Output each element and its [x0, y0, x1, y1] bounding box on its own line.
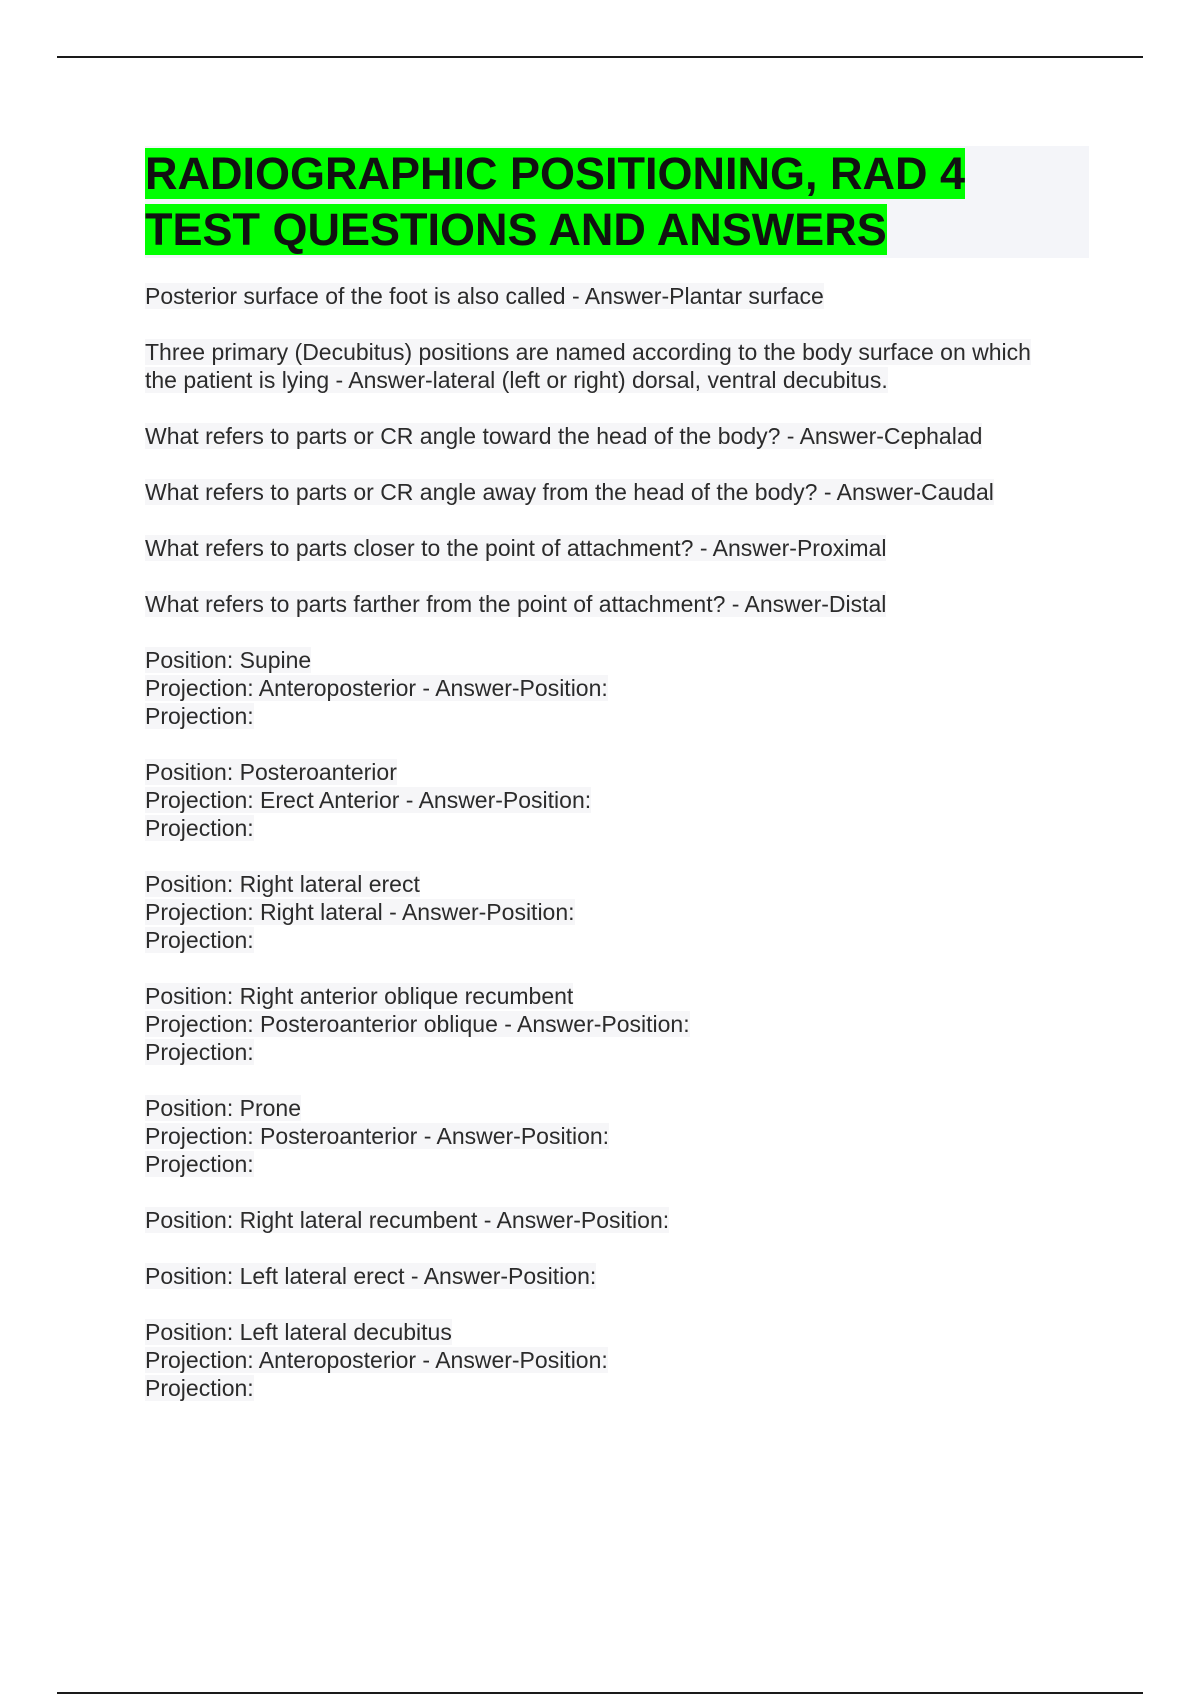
- qa-text: Projection:: [145, 1039, 254, 1065]
- qa-text: Position: Supine: [145, 647, 312, 673]
- qa-text: Projection: Anteroposterior - Answer-Position:: [145, 675, 608, 701]
- qa-line: [145, 1038, 1095, 1066]
- qa-item: [145, 758, 1095, 842]
- qa-line: [145, 1262, 1095, 1290]
- qa-text: Posterior surface of the foot is also called - Answer-Plantar surface: [145, 283, 824, 309]
- qa-line: [145, 982, 1095, 1010]
- qa-item: [145, 1262, 1095, 1290]
- qa-line: [145, 674, 1095, 702]
- qa-line: [145, 786, 1095, 814]
- qa-text: Position: Left lateral erect - Answer-Position:: [145, 1263, 597, 1289]
- qa-item: [145, 590, 1095, 618]
- qa-item: [145, 1318, 1095, 1402]
- qa-line: [145, 646, 1095, 674]
- bottom-rule: [57, 1692, 1143, 1694]
- qa-text: Position: Posteroanterior: [145, 759, 397, 785]
- qa-line: [145, 1318, 1095, 1346]
- qa-text: Projection:: [145, 927, 254, 953]
- qa-text: Position: Right anterior oblique recumbent: [145, 983, 574, 1009]
- qa-text: Projection: Anteroposterior - Answer-Position:: [145, 1347, 608, 1373]
- qa-line: [145, 422, 1095, 450]
- qa-text: Projection:: [145, 1151, 254, 1177]
- qa-line: [145, 534, 1095, 562]
- qa-text: Projection:: [145, 1375, 254, 1401]
- qa-item: [145, 1206, 1095, 1234]
- qa-text: Projection: Right lateral - Answer-Position:: [145, 899, 575, 925]
- qa-item: [145, 478, 1095, 506]
- qa-item: [145, 282, 1095, 310]
- qa-item: [145, 534, 1095, 562]
- qa-line: [145, 1206, 1095, 1234]
- qa-line: [145, 898, 1095, 926]
- qa-line: [145, 1346, 1095, 1374]
- qa-text: Projection:: [145, 703, 254, 729]
- qa-text: Projection: Erect Anterior - Answer-Position:: [145, 787, 592, 813]
- qa-line: [145, 338, 1095, 366]
- qa-list: [145, 282, 1095, 1430]
- qa-text: What refers to parts or CR angle toward the head of the body? - Answer-Cephalad: [145, 423, 983, 449]
- qa-line: [145, 814, 1095, 842]
- qa-text: Projection:: [145, 815, 254, 841]
- page-title: [145, 146, 1089, 258]
- qa-line: [145, 702, 1095, 730]
- qa-text: Projection: Posteroanterior - Answer-Position:: [145, 1123, 610, 1149]
- qa-line: [145, 282, 1095, 310]
- qa-line: [145, 758, 1095, 786]
- qa-line: [145, 926, 1095, 954]
- qa-text: Three primary (Decubitus) positions are named according to the body surface on which: [145, 339, 1031, 365]
- qa-item: [145, 338, 1095, 394]
- title-line-2: TEST QUESTIONS AND ANSWERS: [145, 204, 887, 255]
- qa-text: What refers to parts farther from the point of attachment? - Answer-Distal: [145, 591, 887, 617]
- title-block: [145, 146, 1089, 258]
- qa-text: What refers to parts closer to the point of attachment? - Answer-Proximal: [145, 535, 887, 561]
- qa-line: [145, 366, 1095, 394]
- qa-line: [145, 590, 1095, 618]
- qa-text: Position: Prone: [145, 1095, 301, 1121]
- qa-text: the patient is lying - Answer-lateral (left or right) dorsal, ventral decubitus.: [145, 367, 888, 393]
- qa-text: Projection: Posteroanterior oblique - Answer-Position:: [145, 1011, 690, 1037]
- qa-text: Position: Left lateral decubitus: [145, 1319, 452, 1345]
- qa-line: [145, 1094, 1095, 1122]
- qa-line: [145, 1374, 1095, 1402]
- qa-line: [145, 1122, 1095, 1150]
- qa-text: Position: Right lateral erect: [145, 871, 420, 897]
- qa-line: [145, 1150, 1095, 1178]
- qa-item: [145, 870, 1095, 954]
- qa-text: Position: Right lateral recumbent - Answer-Position:: [145, 1207, 670, 1233]
- qa-line: [145, 870, 1095, 898]
- qa-text: What refers to parts or CR angle away from the head of the body? - Answer-Caudal: [145, 479, 994, 505]
- title-line-1: RADIOGRAPHIC POSITIONING, RAD 4: [145, 148, 966, 199]
- qa-line: [145, 478, 1095, 506]
- qa-item: [145, 422, 1095, 450]
- top-rule: [57, 56, 1143, 58]
- qa-item: [145, 1094, 1095, 1178]
- qa-line: [145, 1010, 1095, 1038]
- qa-item: [145, 982, 1095, 1066]
- qa-item: [145, 646, 1095, 730]
